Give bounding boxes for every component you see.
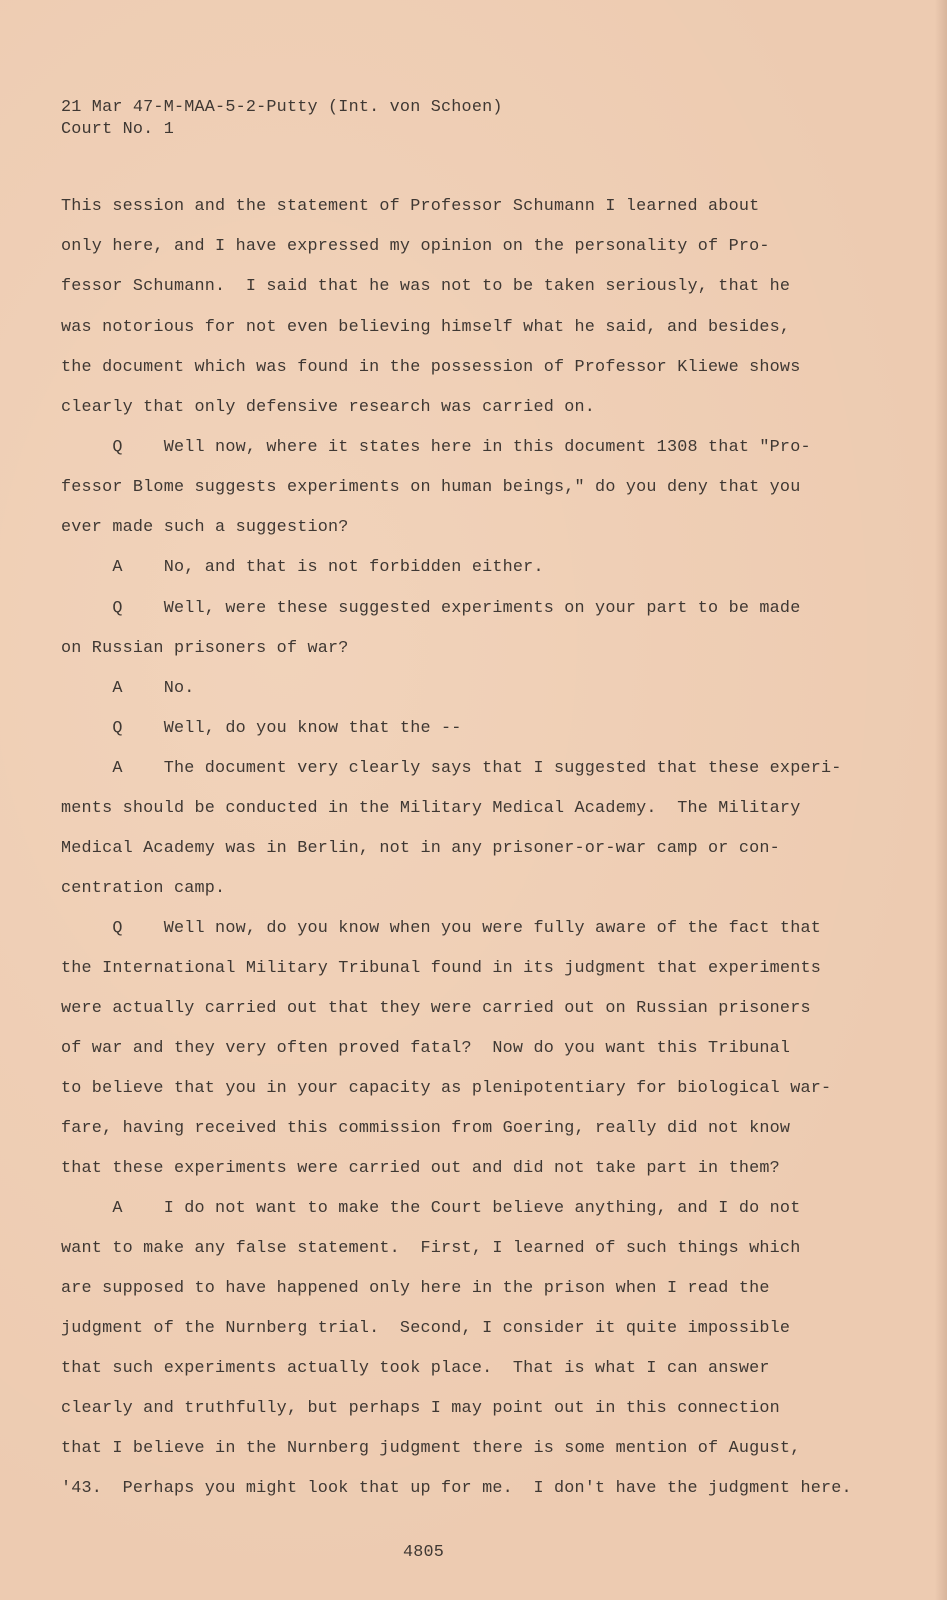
transcript-line: Medical Academy was in Berlin, not in any prisoner-or-war camp or con- (61, 839, 780, 858)
page-number: 4805 (403, 1543, 445, 1562)
transcript-line: the document which was found in the possession of Professor Kliewe shows (61, 358, 801, 377)
transcript-line: Q Well now, do you know when you were fully aware of the fact that (61, 919, 822, 938)
transcript-line: ever made such a suggestion? (61, 518, 349, 537)
transcript-line: ments should be conducted in the Military Medical Academy. The Military (61, 799, 801, 818)
transcript-line: centration camp. (61, 879, 226, 898)
transcript-line: the International Military Tribunal found in its judgment that experiments (61, 959, 822, 978)
transcript-line: fare, having received this commission from Goering, really did not know (61, 1119, 791, 1138)
transcript-line: A The document very clearly says that I suggested that these experi- (61, 759, 842, 778)
transcript-line: clearly that only defensive research was carried on. (61, 398, 596, 417)
document-header (61, 97, 503, 141)
header-session-line: 21 Mar 47-M-MAA-5-2-Putty (Int. von Schoen) (61, 98, 503, 117)
transcript-line: A I do not want to make the Court believe anything, and I do not (61, 1199, 801, 1218)
transcript-line: of war and they very often proved fatal? Now do you want this Tribunal (61, 1039, 791, 1058)
transcript-line: that I believe in the Nurnberg judgment there is some mention of August, (61, 1439, 801, 1458)
header-court-line: Court No. 1 (61, 120, 174, 139)
transcript-line: only here, and I have expressed my opinion on the personality of Pro- (61, 237, 770, 256)
transcript-line: clearly and truthfully, but perhaps I may point out in this connection (61, 1399, 780, 1418)
transcript-line: Q Well now, where it states here in this document 1308 that "Pro- (61, 438, 811, 457)
transcript-line: Q Well, were these suggested experiments on your part to be made (61, 599, 801, 618)
transcript-line: that these experiments were carried out and did not take part in them? (61, 1159, 780, 1178)
transcript-line: fessor Schumann. I said that he was not to be taken seriously, that he (61, 277, 791, 296)
transcript-line: want to make any false statement. First, I learned of such things which (61, 1239, 801, 1258)
transcript-line: This session and the statement of Professor Schumann I learned about (61, 197, 760, 216)
transcript-line: judgment of the Nurnberg trial. Second, I consider it quite impossible (61, 1319, 791, 1338)
transcript-line: A No, and that is not forbidden either. (61, 558, 544, 577)
transcript-line: to believe that you in your capacity as plenipotentiary for biological war- (61, 1079, 832, 1098)
transcript-line: fessor Blome suggests experiments on human beings," do you deny that you (61, 478, 801, 497)
transcript-line: was notorious for not even believing himself what he said, and besides, (61, 318, 791, 337)
transcript-line: were actually carried out that they were carried out on Russian prisoners (61, 999, 811, 1018)
transcript-line: that such experiments actually took place. That is what I can answer (61, 1359, 770, 1378)
transcript-line: on Russian prisoners of war? (61, 639, 349, 658)
paper-edge-shadow (935, 0, 947, 1600)
transcript-line: A No. (61, 679, 195, 698)
transcript-line: are supposed to have happened only here in the prison when I read the (61, 1279, 770, 1298)
transcript-line: '43. Perhaps you might look that up for me. I don't have the judgment here. (61, 1479, 852, 1498)
transcript-line: Q Well, do you know that the -- (61, 719, 462, 738)
